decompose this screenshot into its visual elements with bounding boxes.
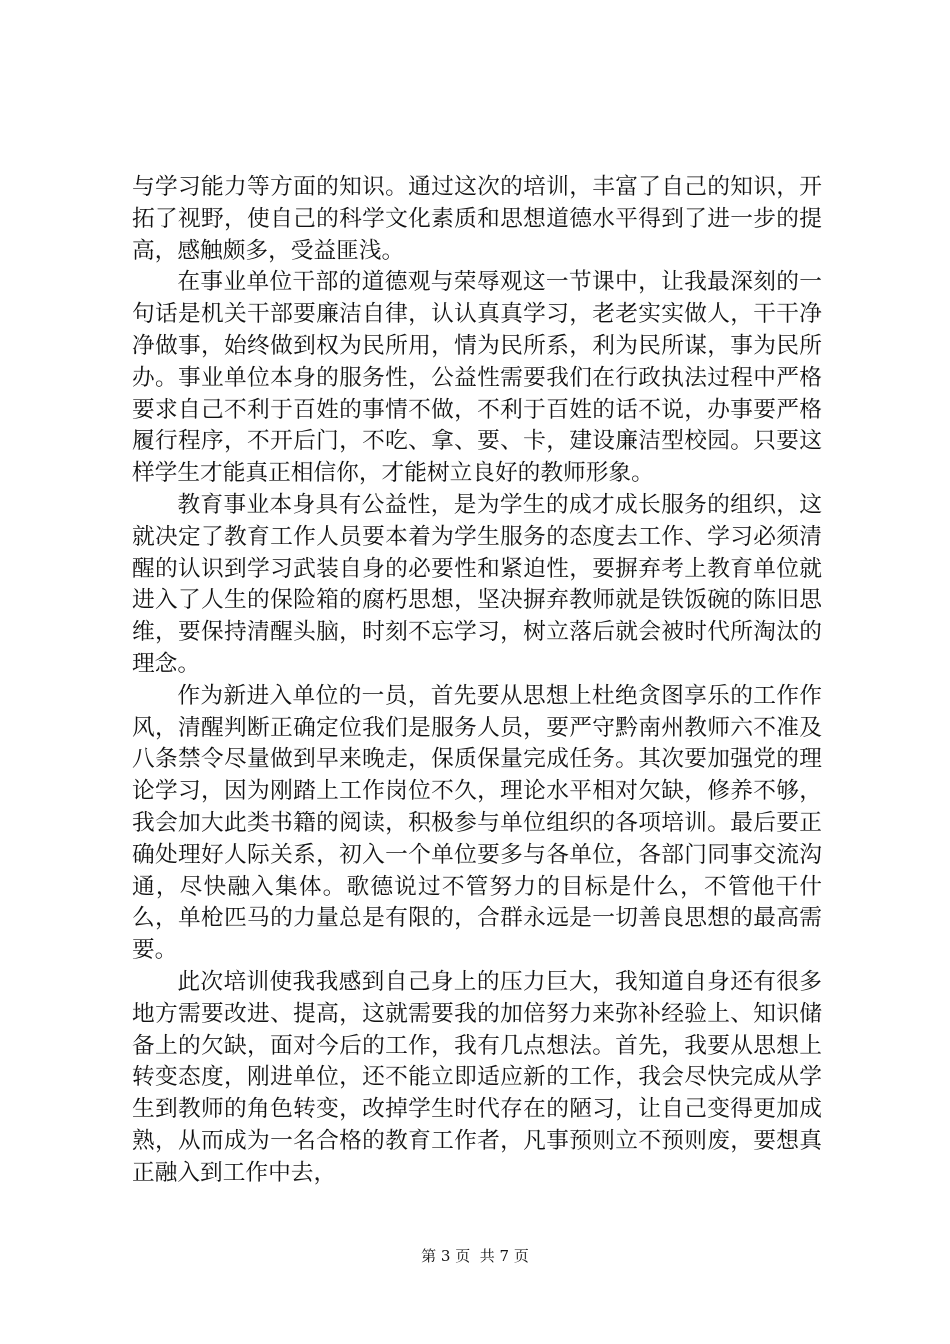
document-body xyxy=(132,172,822,1190)
paragraph: 在事业单位干部的道德观与荣辱观这一节课中，让我最深刻的一句话是机关干部要廉洁自律，认认真真学习，老老实实做人，干干净净做事，始终做到权为民所用，情为民所系，利为民所谋，事为民所办。事业单位本身的服务性，公益性需要我们在行政执法过程中严格要求自己不利于百姓的事情不做，不利于百姓的话不说，办事要严格履行程序，不开后门，不吃、拿、要、卡，建设廉洁型校园。只要这样学生才能真正相信你，才能树立良好的教师形象。 xyxy=(132,269,822,487)
page-number-footer: 第 3 页 共 7 页 xyxy=(421,1247,529,1265)
paragraph-continuation: 与学习能力等方面的知识。通过这次的培训，丰富了自己的知识，开拓了视野，使自己的科学文化素质和思想道德水平得到了进一步的提高，感触颇多，受益匪浅。 xyxy=(132,174,822,264)
paragraph: 此次培训使我我感到自己身上的压力巨大，我知道自身还有很多地方需要改进、提高，这就需要我的加倍努力来弥补经验上、知识储备上的欠缺，面对今后的工作，我有几点想法。首先，我要从思想上转变态度，刚进单位，还不能立即适应新的工作，我会尽快完成从学生到教师的角色转变，改掉学生时代存在的陋习，让自己变得更加成熟，从而成为一名合格的教育工作者，凡事预则立不预则废，要想真正融入到工作中去， xyxy=(132,968,822,1186)
paragraph: 教育事业本身具有公益性，是为学生的成才成长服务的组织，这就决定了教育工作人员要本着为学生服务的态度去工作、学习必须清醒的认识到学习武装自身的必要性和紧迫性，要摒弃考上教育单位就进入了人生的保险箱的腐朽思想，坚决摒弃教师就是铁饭碗的陈旧思维，要保持清醒头脑，时刻不忘学习，树立落后就会被时代所淘汰的理念。 xyxy=(132,491,822,677)
paragraph: 作为新进入单位的一员，首先要从思想上杜绝贪图享乐的工作作风，清醒判断正确定位我们是服务人员，要严守黔南州教师六不准及八条禁令尽量做到早来晚走，保质保量完成任务。其次要加强党的理论学习，因为刚踏上工作岗位不久，理论水平相对欠缺，修养不够，我会加大此类书籍的阅读，积极参与单位组织的各项培训。最后要正确处理好人际关系，初入一个单位要多与各单位，各部门同事交流沟通，尽快融入集体。歌德说过不管努力的目标是什么，不管他干什么，单枪匹马的力量总是有限的，合群永远是一切善良思想的最高需要。 xyxy=(132,682,822,964)
